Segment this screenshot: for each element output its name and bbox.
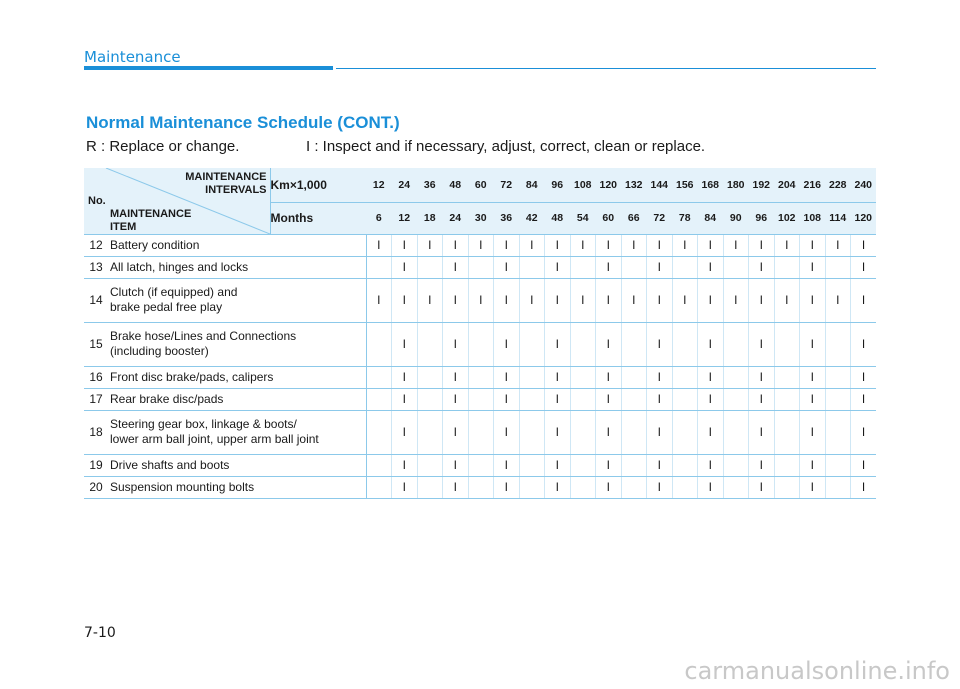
km-interval: 168 <box>698 168 724 202</box>
km-interval: 228 <box>825 168 851 202</box>
schedule-cell <box>468 410 494 454</box>
row-item-name <box>108 410 366 454</box>
months-interval: 6 <box>366 202 392 234</box>
schedule-cell: I <box>647 388 673 410</box>
schedule-cell: I <box>366 278 392 322</box>
km-interval: 108 <box>570 168 596 202</box>
schedule-cell <box>519 410 545 454</box>
schedule-cell: I <box>596 256 622 278</box>
schedule-cell <box>417 366 443 388</box>
row-item-name <box>108 388 366 410</box>
schedule-cell: I <box>800 410 826 454</box>
km-label: Km×1,000 <box>270 168 366 202</box>
corner-no-label: No. <box>88 195 106 207</box>
schedule-cell <box>825 322 851 366</box>
schedule-cell <box>672 366 698 388</box>
months-label: Months <box>270 202 366 234</box>
schedule-cell: I <box>417 234 443 256</box>
schedule-cell: I <box>443 454 469 476</box>
schedule-cell: I <box>800 476 826 498</box>
schedule-cell: I <box>851 388 877 410</box>
months-interval: 12 <box>392 202 418 234</box>
schedule-cell: I <box>443 234 469 256</box>
header-rule-thin <box>336 68 876 69</box>
months-interval: 114 <box>825 202 851 234</box>
months-interval: 84 <box>698 202 724 234</box>
row-item-line: Suspension mounting bolts <box>110 479 255 494</box>
schedule-cell: I <box>800 234 826 256</box>
schedule-cell: I <box>596 388 622 410</box>
months-interval: 48 <box>545 202 571 234</box>
table-row <box>84 366 876 388</box>
schedule-cell <box>723 388 749 410</box>
schedule-cell <box>774 388 800 410</box>
schedule-cell <box>417 476 443 498</box>
km-interval: 240 <box>851 168 877 202</box>
schedule-cell: I <box>570 234 596 256</box>
corner-item-line2: ITEM <box>110 221 137 233</box>
schedule-cell <box>672 388 698 410</box>
schedule-cell <box>417 322 443 366</box>
km-interval: 204 <box>774 168 800 202</box>
schedule-cell: I <box>647 322 673 366</box>
schedule-cell: I <box>494 366 520 388</box>
schedule-cell: I <box>545 476 571 498</box>
schedule-cell <box>519 454 545 476</box>
schedule-cell <box>519 366 545 388</box>
schedule-cell: I <box>698 234 724 256</box>
schedule-cell <box>621 322 647 366</box>
schedule-cell: I <box>749 278 775 322</box>
row-item-line: Front disc brake/pads, calipers <box>110 369 274 384</box>
km-interval: 120 <box>596 168 622 202</box>
schedule-cell <box>672 256 698 278</box>
km-interval: 96 <box>545 168 571 202</box>
schedule-cell: I <box>443 388 469 410</box>
row-number: 20 <box>84 476 108 498</box>
schedule-cell <box>570 322 596 366</box>
months-interval: 42 <box>519 202 545 234</box>
schedule-cell: I <box>851 476 877 498</box>
row-item-name <box>108 256 366 278</box>
row-item-line: Clutch (if equipped) and <box>110 285 238 299</box>
table-row <box>84 410 876 454</box>
km-header-row <box>84 168 876 202</box>
schedule-cell: I <box>851 454 877 476</box>
schedule-cell: I <box>621 278 647 322</box>
schedule-cell: I <box>596 234 622 256</box>
schedule-cell <box>723 476 749 498</box>
watermark: carmanualsonline.info <box>684 657 950 685</box>
schedule-cell: I <box>698 322 724 366</box>
schedule-cell <box>570 388 596 410</box>
schedule-cell <box>672 454 698 476</box>
schedule-cell: I <box>749 256 775 278</box>
schedule-cell: I <box>749 454 775 476</box>
corner-item-label <box>110 208 191 234</box>
schedule-cell: I <box>800 256 826 278</box>
schedule-cell: I <box>392 322 418 366</box>
schedule-cell <box>366 476 392 498</box>
schedule-cell <box>774 454 800 476</box>
schedule-cell <box>825 454 851 476</box>
table-row <box>84 476 876 498</box>
km-interval: 36 <box>417 168 443 202</box>
km-interval: 156 <box>672 168 698 202</box>
schedule-cell: I <box>800 388 826 410</box>
schedule-cell <box>366 366 392 388</box>
row-number: 17 <box>84 388 108 410</box>
row-number: 14 <box>84 278 108 322</box>
schedule-cell: I <box>672 278 698 322</box>
schedule-cell: I <box>392 256 418 278</box>
schedule-cell: I <box>392 410 418 454</box>
table-row <box>84 454 876 476</box>
schedule-cell <box>723 256 749 278</box>
row-item-line: Brake hose/Lines and Connections <box>110 329 297 343</box>
schedule-cell <box>570 256 596 278</box>
corner-intervals-label <box>147 171 267 197</box>
schedule-cell: I <box>698 388 724 410</box>
schedule-cell: I <box>851 256 877 278</box>
schedule-cell: I <box>749 366 775 388</box>
schedule-cell: I <box>468 278 494 322</box>
schedule-cell <box>417 388 443 410</box>
schedule-cell <box>774 410 800 454</box>
row-item-line: lower arm ball joint, upper arm ball joint <box>110 432 319 446</box>
schedule-cell: I <box>647 366 673 388</box>
schedule-cell: I <box>596 278 622 322</box>
corner-intervals-line1: MAINTENANCE <box>185 171 267 183</box>
schedule-cell <box>519 322 545 366</box>
km-interval: 132 <box>621 168 647 202</box>
schedule-cell: I <box>596 476 622 498</box>
schedule-cell: I <box>723 234 749 256</box>
schedule-cell <box>468 366 494 388</box>
row-number: 16 <box>84 366 108 388</box>
schedule-cell <box>366 322 392 366</box>
schedule-cell: I <box>749 322 775 366</box>
schedule-cell: I <box>851 278 877 322</box>
row-item-name <box>108 322 366 366</box>
row-number: 18 <box>84 410 108 454</box>
schedule-cell <box>366 388 392 410</box>
schedule-cell <box>621 454 647 476</box>
page-title: Normal Maintenance Schedule (CONT.) <box>86 113 400 132</box>
schedule-cell: I <box>417 278 443 322</box>
schedule-cell: I <box>494 454 520 476</box>
schedule-cell <box>723 366 749 388</box>
row-item-line: Drive shafts and boots <box>110 457 230 472</box>
months-interval: 96 <box>749 202 775 234</box>
row-number: 13 <box>84 256 108 278</box>
schedule-cell <box>825 476 851 498</box>
schedule-cell <box>468 322 494 366</box>
schedule-cell: I <box>545 388 571 410</box>
legend-replace: R : Replace or change. <box>86 138 240 155</box>
schedule-cell <box>825 410 851 454</box>
schedule-cell: I <box>800 278 826 322</box>
schedule-cell: I <box>851 234 877 256</box>
schedule-cell <box>570 366 596 388</box>
schedule-cell <box>672 410 698 454</box>
schedule-cell <box>621 256 647 278</box>
schedule-cell: I <box>494 278 520 322</box>
schedule-cell <box>468 256 494 278</box>
corner-item-line1: MAINTENANCE <box>110 208 192 220</box>
schedule-cell <box>723 410 749 454</box>
km-interval: 144 <box>647 168 673 202</box>
schedule-cell: I <box>392 278 418 322</box>
schedule-cell: I <box>698 366 724 388</box>
schedule-cell: I <box>596 366 622 388</box>
schedule-cell: I <box>545 234 571 256</box>
schedule-cell: I <box>825 278 851 322</box>
schedule-cell: I <box>392 454 418 476</box>
row-item-name <box>108 366 366 388</box>
schedule-cell: I <box>647 454 673 476</box>
km-interval: 216 <box>800 168 826 202</box>
schedule-cell: I <box>366 234 392 256</box>
table-row <box>84 256 876 278</box>
schedule-cell: I <box>749 234 775 256</box>
schedule-cell: I <box>443 322 469 366</box>
schedule-cell: I <box>392 476 418 498</box>
months-interval: 78 <box>672 202 698 234</box>
schedule-cell: I <box>494 476 520 498</box>
table-row <box>84 322 876 366</box>
schedule-cell <box>468 388 494 410</box>
schedule-cell: I <box>443 256 469 278</box>
schedule-cell: I <box>647 278 673 322</box>
schedule-cell <box>825 366 851 388</box>
schedule-cell: I <box>392 366 418 388</box>
km-interval: 192 <box>749 168 775 202</box>
row-item-line: Steering gear box, linkage & boots/ <box>110 417 297 431</box>
row-number: 15 <box>84 322 108 366</box>
row-item-name <box>108 454 366 476</box>
schedule-cell: I <box>698 278 724 322</box>
schedule-cell <box>366 256 392 278</box>
schedule-cell: I <box>672 234 698 256</box>
schedule-cell: I <box>647 234 673 256</box>
row-item-name <box>108 234 366 256</box>
schedule-cell <box>366 410 392 454</box>
row-item-name <box>108 278 366 322</box>
schedule-cell <box>774 256 800 278</box>
section-label: Maintenance <box>84 48 181 66</box>
schedule-cell: I <box>443 366 469 388</box>
schedule-cell: I <box>749 476 775 498</box>
schedule-cell <box>723 322 749 366</box>
schedule-cell: I <box>443 410 469 454</box>
schedule-cell: I <box>800 454 826 476</box>
months-interval: 30 <box>468 202 494 234</box>
km-interval: 48 <box>443 168 469 202</box>
km-interval: 24 <box>392 168 418 202</box>
months-interval: 90 <box>723 202 749 234</box>
schedule-cell <box>672 476 698 498</box>
schedule-cell: I <box>392 234 418 256</box>
schedule-cell: I <box>596 410 622 454</box>
schedule-cell: I <box>596 454 622 476</box>
schedule-cell: I <box>774 278 800 322</box>
header-rule-thick <box>84 66 333 70</box>
schedule-cell <box>468 476 494 498</box>
schedule-cell: I <box>468 234 494 256</box>
schedule-cell: I <box>825 234 851 256</box>
km-interval: 12 <box>366 168 392 202</box>
row-item-line: All latch, hinges and locks <box>110 259 249 274</box>
schedule-cell <box>366 454 392 476</box>
months-interval: 120 <box>851 202 877 234</box>
row-item-line: (including booster) <box>110 344 209 358</box>
schedule-cell <box>825 256 851 278</box>
schedule-cell: I <box>545 454 571 476</box>
schedule-cell: I <box>519 234 545 256</box>
schedule-cell: I <box>647 410 673 454</box>
schedule-cell <box>774 476 800 498</box>
row-item-line: Rear brake disc/pads <box>110 391 224 406</box>
schedule-cell <box>570 476 596 498</box>
months-interval: 60 <box>596 202 622 234</box>
table-row <box>84 234 876 256</box>
km-interval: 180 <box>723 168 749 202</box>
months-interval: 108 <box>800 202 826 234</box>
schedule-cell: I <box>392 388 418 410</box>
km-interval: 84 <box>519 168 545 202</box>
schedule-cell: I <box>494 388 520 410</box>
schedule-cell <box>570 410 596 454</box>
schedule-cell: I <box>698 454 724 476</box>
months-interval: 66 <box>621 202 647 234</box>
schedule-cell: I <box>621 234 647 256</box>
schedule-cell <box>519 256 545 278</box>
schedule-cell <box>774 366 800 388</box>
schedule-cell: I <box>749 410 775 454</box>
schedule-cell: I <box>698 476 724 498</box>
row-item-line: brake pedal free play <box>110 300 223 314</box>
months-interval: 54 <box>570 202 596 234</box>
schedule-cell <box>519 476 545 498</box>
schedule-cell: I <box>443 278 469 322</box>
schedule-cell <box>825 388 851 410</box>
corner-intervals-line2: INTERVALS <box>205 184 267 196</box>
schedule-cell: I <box>494 234 520 256</box>
row-item-name <box>108 476 366 498</box>
table-row <box>84 278 876 322</box>
schedule-cell: I <box>545 322 571 366</box>
schedule-cell: I <box>494 322 520 366</box>
schedule-cell: I <box>545 256 571 278</box>
schedule-cell: I <box>698 410 724 454</box>
schedule-cell <box>417 410 443 454</box>
legend-inspect: I : Inspect and if necessary, adjust, correct, clean or replace. <box>306 138 706 155</box>
months-interval: 24 <box>443 202 469 234</box>
schedule-cell <box>621 366 647 388</box>
schedule-cell <box>621 388 647 410</box>
schedule-cell <box>519 388 545 410</box>
schedule-cell: I <box>774 234 800 256</box>
schedule-cell: I <box>851 366 877 388</box>
km-interval: 60 <box>468 168 494 202</box>
schedule-cell: I <box>647 476 673 498</box>
schedule-cell <box>621 476 647 498</box>
schedule-cell: I <box>545 410 571 454</box>
schedule-cell: I <box>519 278 545 322</box>
schedule-cell: I <box>545 278 571 322</box>
schedule-cell: I <box>596 322 622 366</box>
schedule-cell: I <box>749 388 775 410</box>
table-corner-header <box>84 168 270 234</box>
schedule-cell: I <box>494 410 520 454</box>
legend <box>86 138 706 155</box>
page-number: 7-10 <box>84 625 116 641</box>
schedule-cell <box>621 410 647 454</box>
schedule-cell <box>417 256 443 278</box>
months-interval: 102 <box>774 202 800 234</box>
schedule-cell <box>570 454 596 476</box>
months-interval: 72 <box>647 202 673 234</box>
schedule-cell <box>417 454 443 476</box>
schedule-cell <box>723 454 749 476</box>
schedule-cell <box>774 322 800 366</box>
table-row <box>84 388 876 410</box>
maintenance-schedule-table <box>84 168 876 499</box>
row-item-line: Battery condition <box>110 237 200 252</box>
schedule-cell: I <box>570 278 596 322</box>
schedule-cell: I <box>723 278 749 322</box>
schedule-body <box>84 234 876 498</box>
schedule-cell <box>672 322 698 366</box>
schedule-cell: I <box>851 410 877 454</box>
schedule-cell: I <box>800 322 826 366</box>
row-number: 12 <box>84 234 108 256</box>
row-number: 19 <box>84 454 108 476</box>
months-interval: 36 <box>494 202 520 234</box>
schedule-cell: I <box>545 366 571 388</box>
schedule-cell: I <box>800 366 826 388</box>
schedule-cell: I <box>443 476 469 498</box>
km-interval: 72 <box>494 168 520 202</box>
schedule-cell: I <box>698 256 724 278</box>
schedule-cell <box>468 454 494 476</box>
schedule-cell: I <box>494 256 520 278</box>
schedule-cell: I <box>647 256 673 278</box>
months-interval: 18 <box>417 202 443 234</box>
schedule-cell: I <box>851 322 877 366</box>
